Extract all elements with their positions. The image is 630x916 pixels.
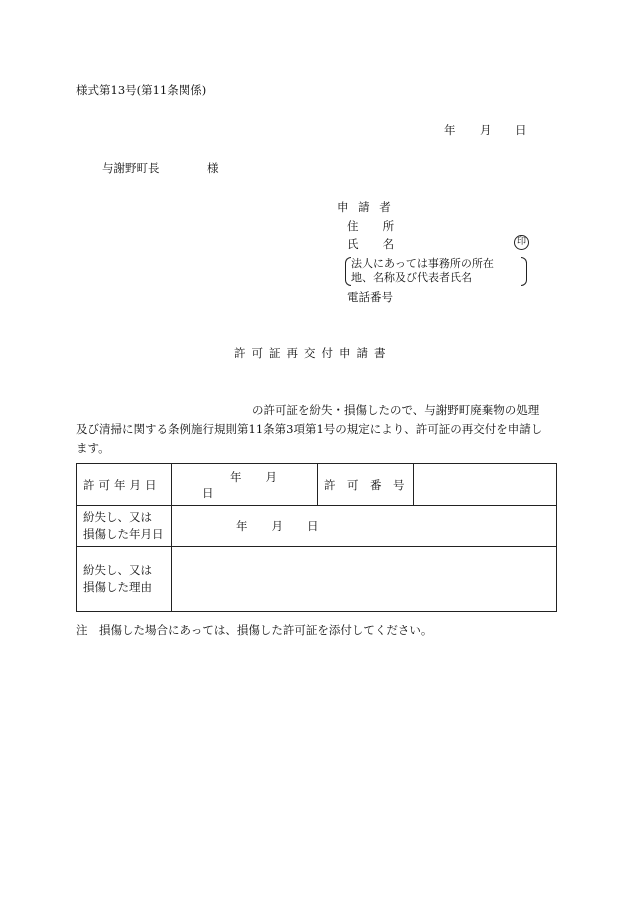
permit-number-label: 許 可 番 号 [318,464,414,506]
loss-reason-label: 紛失し、又は 損傷した理由 [77,547,172,612]
table-row [77,547,557,612]
name-label: 氏 名 [347,237,398,251]
body-paragraph: の許可証を紛失・損傷したので、与謝野町廃棄物の処理 及び清掃に関する条例施行規則第11条第3項第1号の規定により、許可証の再交付を申請し ます。 [76,403,543,455]
loss-date-label: 紛失し、又は 損傷した年月日 [77,506,172,547]
corp-note-line2: 地、名称及び代表者氏名 [351,271,472,284]
phone-label: 電話番号 [347,290,393,304]
corp-note-line1: 法人にあっては事務所の所在 [351,257,494,270]
document-title: 許可証再交付申請書 [234,346,392,360]
seal-icon: 印 [514,235,529,250]
table-row [77,506,557,547]
permit-date-value: 年 月日 [172,464,318,506]
permit-table [76,463,557,612]
addressee-honorific: 様 [207,161,219,175]
addressee-name: 与謝野町長 [102,161,160,175]
permit-number-value [414,464,557,506]
loss-reason-value [172,547,557,612]
address-label: 住 所 [347,219,398,233]
applicant-heading: 申 請 者 [337,200,394,214]
footnote: 注 損傷した場合にあっては、損傷した許可証を添付してください。 [76,623,433,637]
permit-date-label: 許可年月日 [77,464,172,506]
form-number: 様式第13号(第11条関係) [76,83,207,97]
application-form-page: 様式第13号(第11条関係) 年 月 日 与謝野町長 様 申 請 者 住 所 氏 名 印 法人にあっては事務所の所在 地、名称及び代表者氏名 電話番号 許可証再交付申請書 の許可証を紛失・損傷したので、与謝野町廃棄物の処理 及び清掃に関する条例施行規則第11条第3項第1号の規定により、許可証の再交付を申請し ます。 許可年月日 年 月日 許 可 番 号 紛失し、又は 損傷した年月日 年 月 日 紛失し、又は 損傷した理由 注 損傷した場合にあっては、損傷した許可証を添付してください。 [0,0,630,916]
right-bracket [521,257,527,286]
loss-date-value: 年 月 日 [172,506,557,547]
table-row [77,464,557,506]
